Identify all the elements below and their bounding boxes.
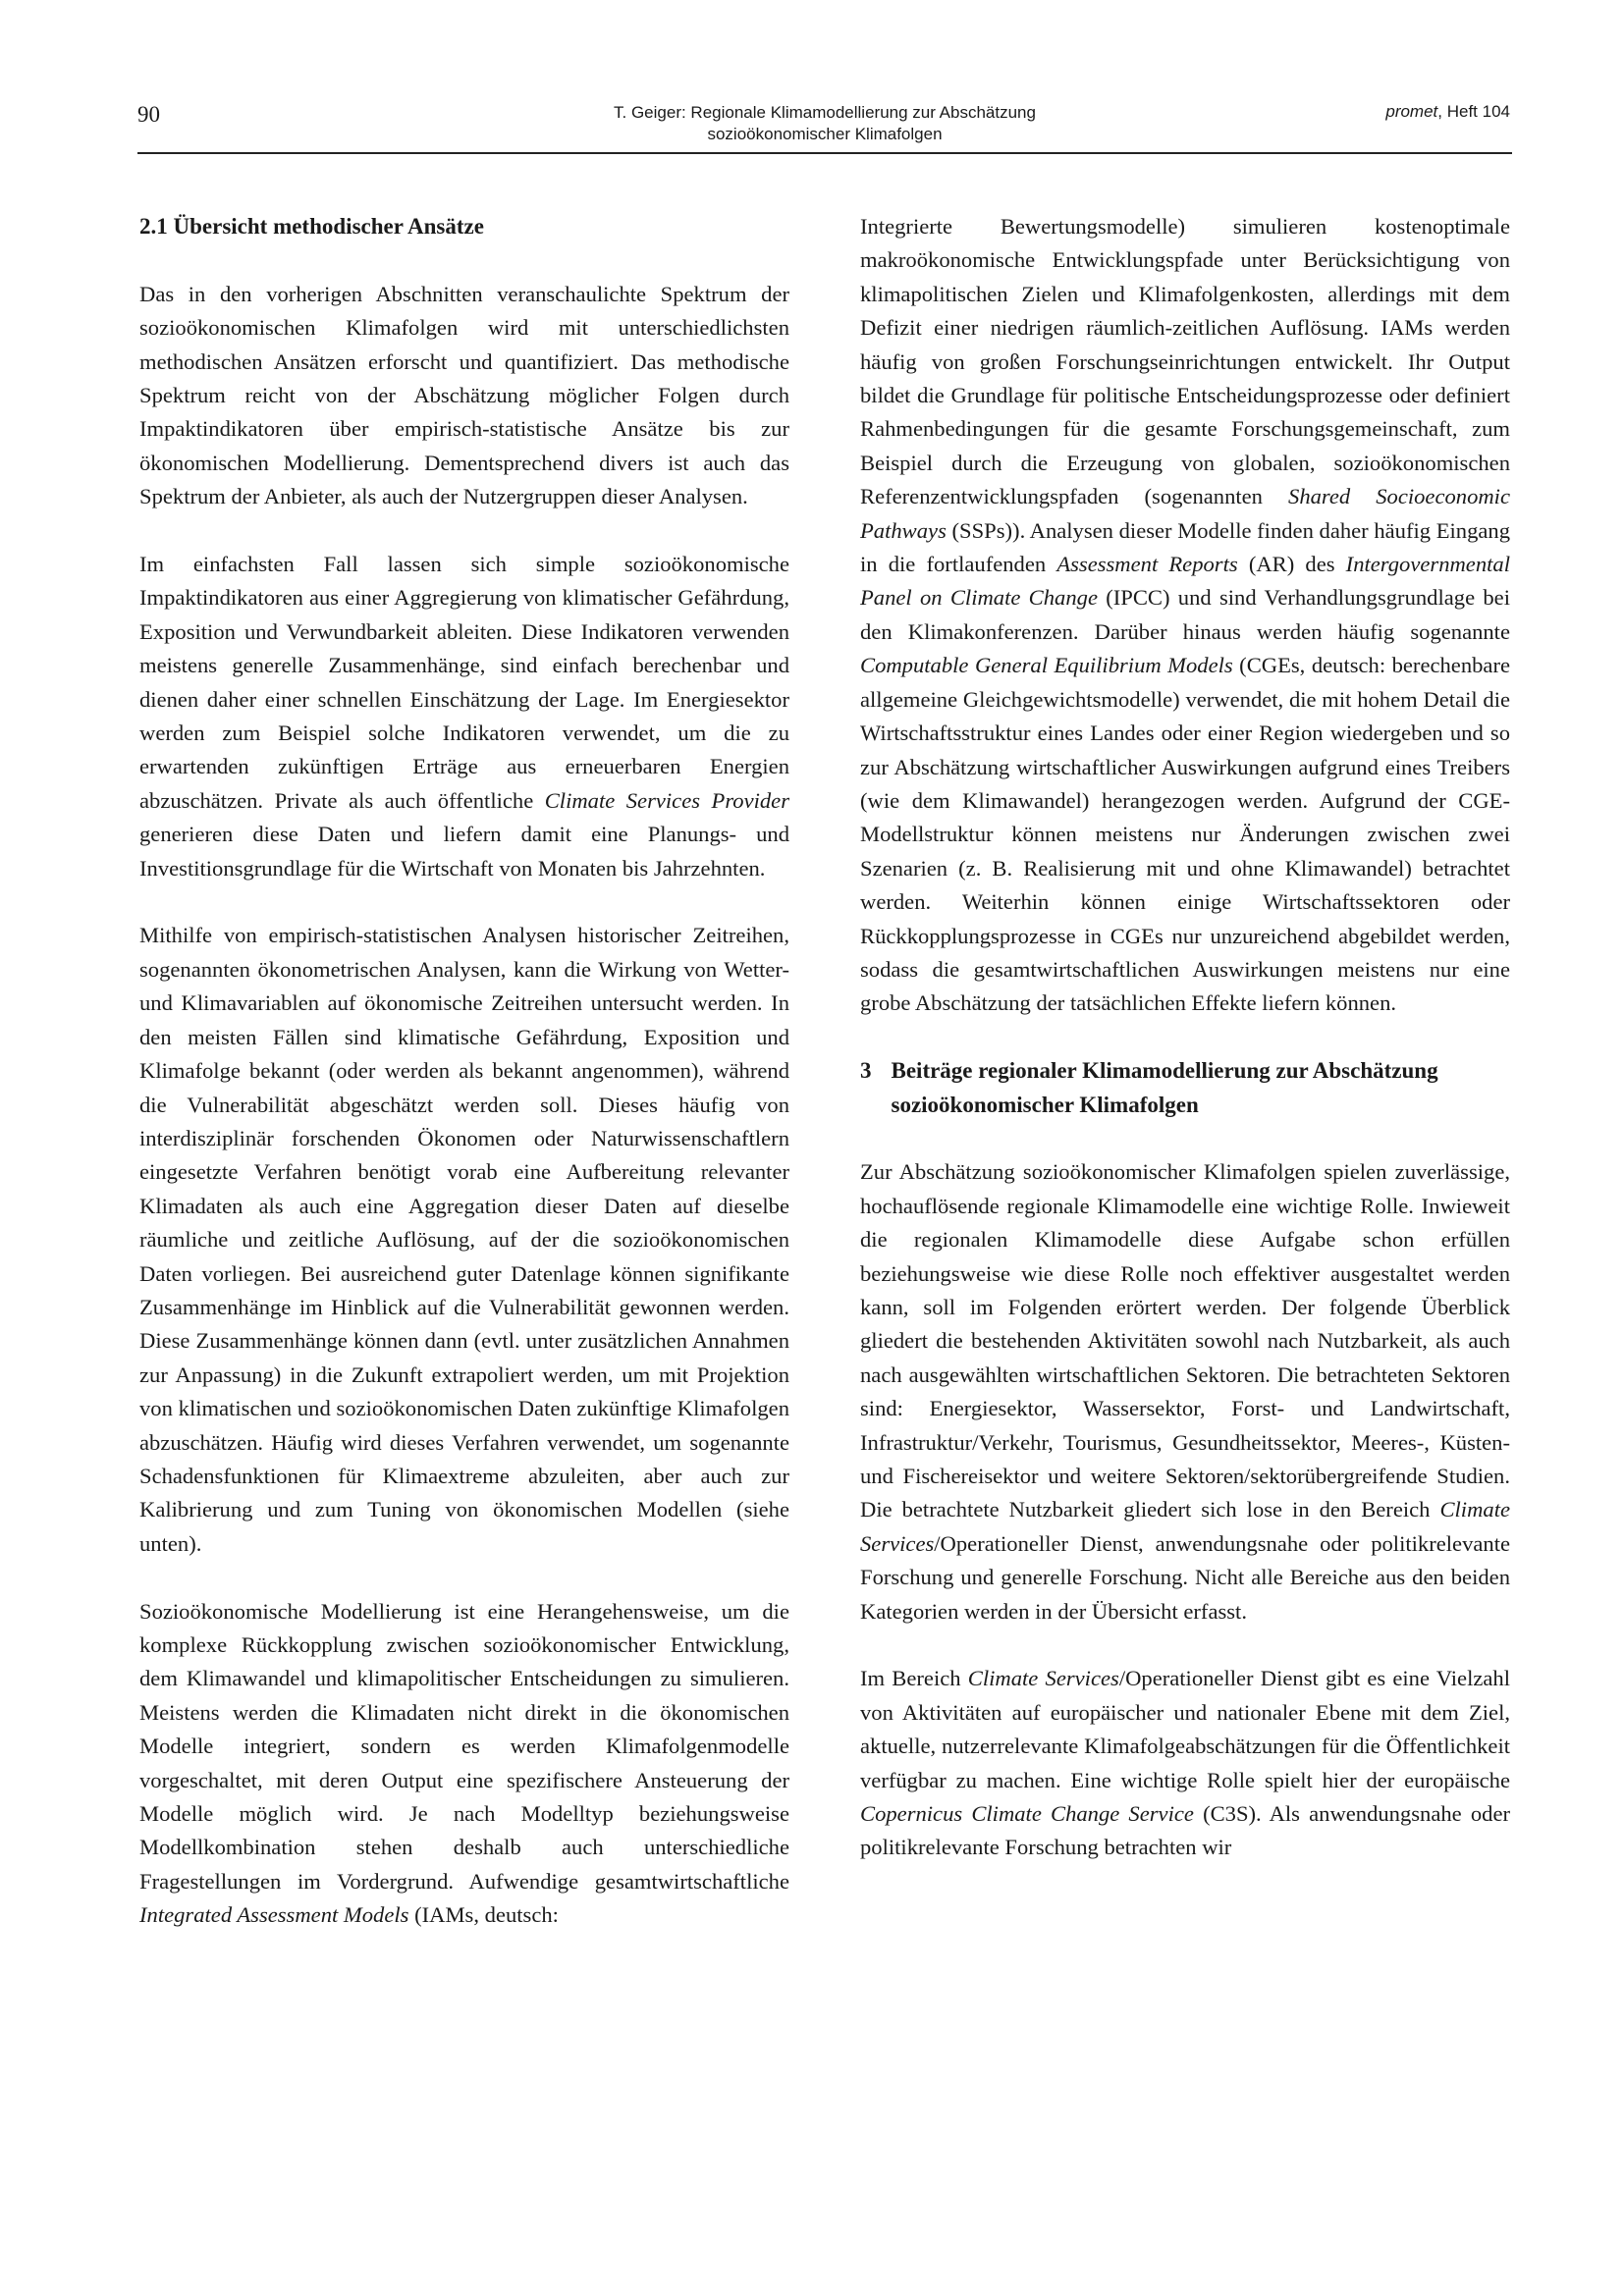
text-run: Mithilfe von empirisch-statistischen Analysen historischer Zeitreihen, sogenannten ökonometrischen Analysen, kann die Wirkung von Wetter- und Klimavariablen auf ökonomische Zeitreihen untersucht werden. In den meisten Fällen sind klimatische Gefährdung, Exposition und Klimafolge bekannt (oder werden als bekannt angenommen), während die Vulnerabilität abgeschätzt werden soll. Dieses häufig von interdisziplinär forschenden Ökonomen oder Naturwissenschaftlern eingesetzte Verfahren benötigt vorab eine Aufbereitung relevanter Klimadaten als auch eine Aggregation dieser Daten auf dieselbe räumliche und zeitliche Auflösung, auf der die sozioökonomischen Daten vorliegen. Bei ausreichend guter Datenlage können signifikante Zusammenhänge im Hinblick auf die Vulnerabilität gewonnen werden. Diese Zusammenhänge können dann (evtl. unter zusätzlichen Annahmen zur Anpassung) in die Zukunft extrapoliert werden, um mit Projektion von klimatischen und sozioökonomischen Daten zukünftige Klimafolgen abzuschätzen. Häufig wird dieses Verfahren verwendet, um sogenannte Schadensfunktionen für Klimaextreme abzuleiten, aber auch zur Kalibrierung und zum Tuning von ökonomischen Modellen (siehe unten). [139, 923, 789, 1556]
italic-term: Assessment Reports [1056, 552, 1238, 577]
text-run: Sozioökonomische Modellierung ist eine Herangehensweise, um die komplexe Rückkopplung zwischen sozioökonomischer Entwicklung, dem Klimawandel und klimapolitischer Entscheidungen zu simulieren. Meistens werden die Klimadaten nicht direkt in die ökonomischen Modelle integriert, sondern es werden Klimafolgenmodelle vorgeschaltet, mit deren Output eine spezifischere Ansteuerung der Modelle möglich wird. Je nach Modelltyp beziehungsweise Modellkombination stehen deshalb auch unterschiedliche Fragestellungen im Vordergrund. Aufwendige gesamtwirtschaftliche [139, 1598, 789, 1894]
paragraph [139, 919, 789, 1561]
text-run: Im Bereich [860, 1666, 968, 1691]
text-run: generieren diese Daten und liefern damit eine Planungs- und Investitionsgrundlage für die Wirtschaft von Monaten bis Jahrzehnten. [139, 822, 789, 881]
text-run: (IPCC) und sind Verhandlungsgrundlage bei den Klimakonferenzen. Darüber hinaus werden häufig sogenannte [860, 585, 1510, 644]
text-run: (IAMs, deutsch: [408, 1902, 559, 1928]
journal-name: promet [1385, 102, 1438, 121]
text-run: Zur Abschätzung sozioökonomischer Klimafolgen spielen zuverlässige, hochauflösende regionale Klimamodelle eine wichtige Rolle. Inwieweit die regionalen Klimamodelle diese Aufgabe schon erfüllen beziehungsweise wie diese Rolle noch effektiver ausgestaltet werden kann, soll im Folgenden erörtert werden. Der folgende Überblick gliedert die bestehenden Aktivitäten sowohl nach Nutzbarkeit, als auch nach ausgewählten wirtschaftlichen Sektoren. Die betrachteten Sektoren sind: Energiesektor, Wassersektor, Forst- und Landwirtschaft, Infrastruktur/Verkehr, Tourismus, Gesundheitssektor, Meeres-, Küsten- und Fischereisektor und weitere Sektoren/sektorübergreifende Studien. Die betrachtete Nutzbarkeit gliedert sich lose in den Bereich [860, 1159, 1510, 1522]
journal-issue-number: , Heft 104 [1437, 102, 1510, 121]
italic-term: Shared Socioeconomic Pathways [860, 484, 1510, 543]
left-column [139, 210, 789, 1966]
running-header [137, 98, 1512, 154]
text-run: Das in den vorherigen Abschnitten veranschaulichte Spektrum der sozioökonomischen Klimafolgen wird mit unterschiedlichsten methodischen Ansätzen erforscht und quantifiziert. Das methodische Spektrum reicht von der Abschätzung möglicher Folgen durch Impaktindikatoren über empirisch-statistische Ansätze bis zur ökonomischen Modellierung. Dementsprechend divers ist auch das Spektrum der Anbieter, als auch der Nutzergruppen dieser Analysen. [139, 281, 789, 509]
text-run: (CGEs, deutsch: berechenbare allgemeine Gleichgewichtsmodelle) verwendet, die mit hohem Detail die Wirtschaftsstruktur eines Landes oder einer Region wiedergeben und so zur Abschätzung wirtschaftlicher Auswirkungen aufgrund eines Treibers (wie dem Klimawandel) herangezogen werden. Aufgrund der CGE-Modellstruktur können meistens nur Änderungen zwischen zwei Szenarien (z. B. Realisierung mit und ohne Klimawandel) betrachtet werden. Weiterhin können einige Wirtschaftssektoren oder Rückkopplungsprozesse in CGEs nur unzureichend abgebildet werden, sodass die gesamtwirtschaftlichen Auswirkungen meistens nur eine grobe Abschätzung der tatsächlichen Effekte liefern können. [860, 653, 1511, 1016]
running-title-line-2: sozioökonomischer Klimafolgen [707, 125, 943, 143]
page-number: 90 [137, 102, 160, 127]
paragraph [139, 548, 789, 885]
italic-term: Integrated Assessment Models [139, 1902, 409, 1928]
paragraph [860, 1155, 1510, 1629]
section-heading-3 [860, 1054, 1510, 1122]
section-title: Beiträge regionaler Klimamodellierung zur Abschätzung sozioökonomischer Klimafolgen [891, 1058, 1438, 1117]
text-run: /Operationeller Dienst, anwendungsnahe oder politikrelevante Forschung und generelle Forschung. Nicht alle Bereiche aus den beiden Kategorien werden in der Übersicht erfasst. [860, 1530, 1510, 1624]
italic-term: Copernicus Climate Change Service [860, 1801, 1194, 1827]
right-column [860, 210, 1510, 1898]
paragraph [139, 278, 789, 514]
italic-term: Computable General Equilibrium Models [860, 653, 1233, 678]
paragraph [860, 1662, 1510, 1864]
journal-issue [1385, 102, 1510, 122]
running-title [137, 102, 1512, 145]
text-run: Im einfachsten Fall lassen sich simple sozioökonomische Impaktindikatoren aus einer Aggregierung von klimatischer Gefährdung, Exposition und Verwundbarkeit ableiten. Diese Indikatoren verwenden meistens generelle Zusammenhänge, sind einfach berechenbar und dienen daher einer schnellen Einschätzung der Lage. Im Energiesektor werden zum Beispiel solche Indikatoren verwendet, um die zu erwartenden zukünftigen Erträge aus erneuerbaren Energien abzuschätzen. Private als auch öffentliche [139, 552, 789, 813]
paragraph [139, 1595, 789, 1933]
section-number: 3 [860, 1058, 872, 1084]
italic-term: Climate Services [860, 1497, 1510, 1556]
running-title-line-1: T. Geiger: Regionale Klimamodellierung zur Abschätzung [614, 103, 1036, 122]
text-run: (AR) des [1237, 552, 1346, 577]
italic-term: Climate Services Provider [544, 787, 789, 813]
italic-term: Intergovernmental Panel on Climate Change [860, 552, 1510, 611]
italic-term: Climate Services [967, 1666, 1119, 1691]
text-run: /Operationeller Dienst gibt es eine Vielzahl von Aktivitäten auf europäischer und nationaler Ebene mit dem Ziel, aktuelle, nutzerrelevante Klimafolgeabschätzungen für die Öffentlichkeit verfügbar zu machen. Eine wichtige Rolle spielt hier der europäische [860, 1666, 1510, 1792]
section-heading-2-1: 2.1 Übersicht methodischer Ansätze [139, 214, 484, 239]
text-run: (C3S). Als anwendungsnahe oder politikrelevante Forschung betrachten wir [860, 1801, 1510, 1860]
text-run: (SSPs)). Analysen dieser Modelle finden daher häufig Eingang in die fortlaufenden [860, 517, 1511, 577]
paragraph [860, 210, 1510, 1021]
text-run: Integrierte Bewertungsmodelle) simulieren kostenoptimale makroökonomische Entwicklungspfade unter Berücksichtigung von klimapolitischen Zielen und Klimafolgenkosten, allerdings mit dem Defizit einer niedrigen räumlich-zeitlichen Auflösung. IAMs werden häufig von großen Forschungseinrichtungen entwickelt. Ihr Output bildet die Grundlage für politische Entscheidungsprozesse oder definiert Rahmenbedingungen für die gesamte Forschungsgemeinschaft, zum Beispiel durch die Erzeugung von globalen, sozioökonomischen Referenzentwicklungspfaden (sogenannten [860, 214, 1510, 509]
